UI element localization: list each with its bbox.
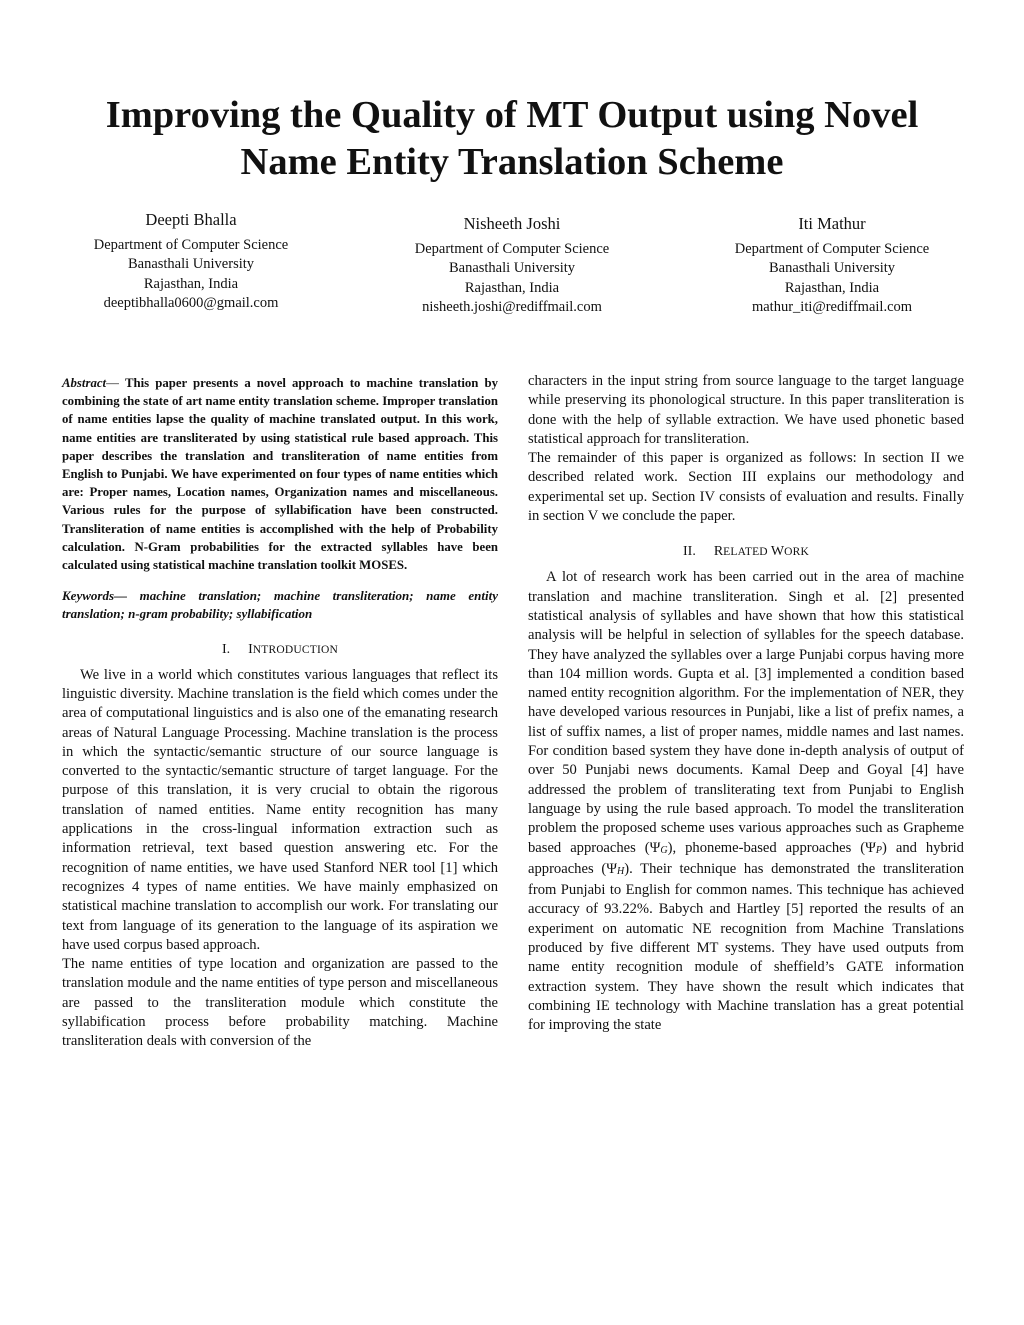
author-location: Rajasthan, India <box>464 279 560 296</box>
section-number: I. <box>221 641 231 657</box>
left-column <box>62 372 498 1052</box>
author-block-2 <box>377 214 647 318</box>
author-university: Banasthali University <box>768 260 896 276</box>
intro-paragraph-2: The name entities of type location and organization are passed to the translation module and the name entities of type person and miscellaneous are passed to the transliteration module which constitute the syllabification process before probability matching. Machine transliteration deals with conversion of the <box>62 956 498 1050</box>
abstract-label: Abstract <box>62 376 107 390</box>
author-email: deeptibhalla0600@gmail.com <box>103 295 279 311</box>
section-title-rest: NTRODUCTION <box>252 643 339 656</box>
intro-paragraph-1: We live in a world which constitutes various languages that reflect its linguistic diversity. Machine translation is the field which comes under the area of computational linguistics and is also one of the emanating research areas of Natural Language Processing. Machine translation is the process in which the syntactic/semantic structure of our source language is converted to the syntactic/semantic structure of target language. For the purpose of this translation, it is very crucial to obtain the rigorous translation of named entities. Name entity recognition has many applications in the cross-lingual information extraction such as information retrieval, text based question answering etc. For the recognition of name entities, we have used Stanford NER tool [1] which recognizes 4 types of name entities. We have mainly emphasized on statistical machine translation to accomplish our work. For translating our text from language of its generation to the language of its aspiration we have used corpus based approach. <box>62 666 498 953</box>
author-block-3 <box>697 214 967 318</box>
author-university: Banasthali University <box>127 256 255 272</box>
abstract-dash: — <box>106 376 125 390</box>
author-email: nisheeth.joshi@rediffmail.com <box>422 299 602 315</box>
related-text-d: ). Their technique has demonstrated the transliteration from Punjabi to English for common names. This technique has achieved accuracy of 93.22%. Babych and Hartley [5] reported the results of an experiment on automatic NE recognition from Machine Translations produced by five different MT systems. They have used outputs from name entity recognition module of sheffield’s GATE information extraction system. They have shown the result which indicates that combining IE technology with Machine translation has a great potential for improving the state <box>528 860 964 1034</box>
psi-subscript-g: G <box>660 844 668 856</box>
author-location: Rajasthan, India <box>143 275 239 292</box>
psi-subscript-p: P <box>875 844 883 856</box>
author-name: Deepti Bhalla <box>145 210 237 229</box>
keywords <box>62 587 498 623</box>
keywords-label: Keywords <box>62 588 114 604</box>
related-text-c: ) and hybrid approaches (Ψ <box>528 839 964 877</box>
abstract-text: This paper presents a novel approach to machine translation by combining the state of art name entity translation scheme. Improper translation of name entities lapse the quality of machine translated output. In this work, name entities are transliterated by using statistical rule based approach. This paper describes the translation and transliteration of name entities from English to Punjabi. We have experimented on four types of name entities which are: Proper names, Location names, Organization names and miscellaneous. Various rules for the purpose of syllabification have been constructed. Transliteration of name entities is accomplished with the help of Probability calculation. N-Gram probabilities for the extracted syllables have been calculated using statistical machine translation toolkit MOSES. <box>62 376 498 573</box>
author-department: Department of Computer Science <box>414 240 610 257</box>
keywords-dash: — <box>114 588 140 604</box>
author-block-1 <box>56 210 326 314</box>
author-name: Iti Mathur <box>798 214 866 233</box>
author-name: Nisheeth Joshi <box>463 214 561 233</box>
section-number: II. <box>683 544 696 560</box>
title-line-2: Name Entity Translation Scheme <box>240 141 784 183</box>
related-text-b: ), phoneme-based approaches (Ψ <box>667 839 876 856</box>
right-column <box>528 372 964 1036</box>
author-department: Department of Computer Science <box>93 236 289 253</box>
related-text-a: A lot of research work has been carried out in the area of machine translation and machine transliteration. Singh et al. [2] presented statistical analysis of syllables and have shown that how this statistical analysis will be helpful in selection of syllables for the speech database. They have analyzed the syllables over a large Punjabi corpus having more than 104 million words. Gupta et al. [3] implemented a condition based named entity recognition algorithm. For the implementation of NER, they have developed various resources in Punjabi, like a list of prefix names, a list of suffix names, a list of proper names, middle names and last names. For condition based system they have done in-depth analysis of output of over 50 Punjabi news documents. Kamal Deep and Goyal [4] have addressed the problem of transliterating text from Punjabi to English language by using the rule based approach. To model the transliteration problem the proposed scheme uses various approaches such as Grapheme based approaches (Ψ <box>528 569 964 856</box>
author-location: Rajasthan, India <box>784 279 880 296</box>
title-line-1: Improving the Quality of MT Output using Novel <box>105 94 919 136</box>
intro-paragraph-3: The remainder of this paper is organized as follows: In section II we described related work. Section III explains our methodology and experimental set up. Section IV consists of evaluation and results. Finally in section V we conclude the paper. <box>528 450 964 525</box>
intro-paragraph-2-continued: characters in the input string from source language to the target language while preserving its phonological structure. In this paper transliteration is done with the help of syllable extraction. We have used phonetic based statistical approach for transliteration. <box>528 373 964 447</box>
keywords-text: machine translation; machine transliteration; name entity translation; n-gram probability; syllabification <box>62 588 498 622</box>
section-title-initial-2: W <box>770 544 785 560</box>
abstract <box>62 374 498 574</box>
author-email: mathur_iti@rediffmail.com <box>751 299 913 315</box>
psi-subscript-h: H <box>616 865 625 877</box>
author-department: Department of Computer Science <box>734 240 930 257</box>
author-university: Banasthali University <box>448 260 576 276</box>
section-heading-related-work <box>528 542 964 562</box>
section-title-initial-1: R <box>713 544 724 560</box>
section-title-initial: I <box>248 641 253 657</box>
section-title-rest-2: ORK <box>784 546 809 559</box>
section-title-rest-1: ELATED <box>723 546 771 559</box>
section-heading-introduction <box>62 640 498 660</box>
related-paragraph-1 <box>528 568 964 1035</box>
paper-title <box>40 92 984 186</box>
